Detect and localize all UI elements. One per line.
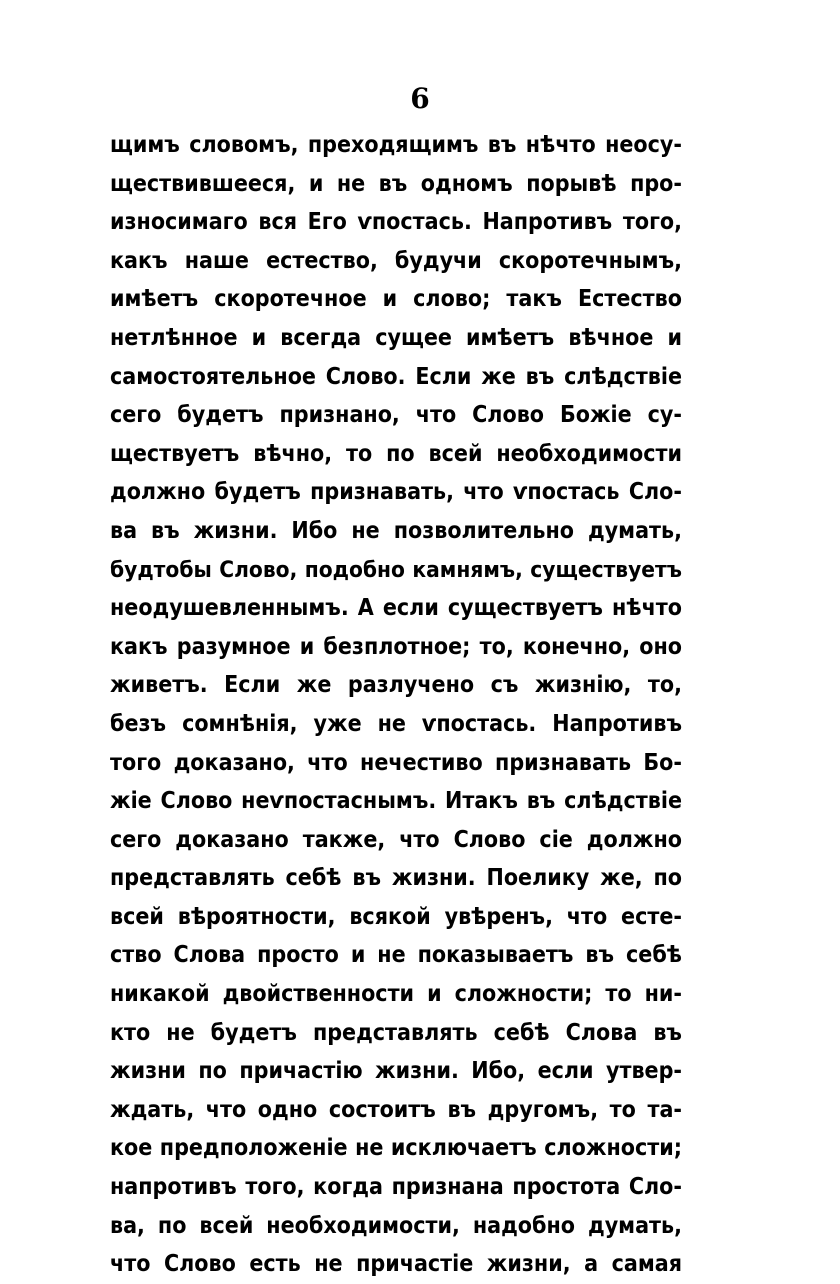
text-line: какъ разумное и безплотное; то, конечно, оно <box>110 633 682 660</box>
text-line: износимаго вся Его ѵпостась. Напротивъ того, <box>110 209 682 236</box>
text-line: какъ наше естество, будучи скоротечнымъ, <box>110 247 682 274</box>
text-line: нетлѣнное и всегда сущее имѣетъ вѣчное и <box>110 324 682 351</box>
text-line: жизни по причастію жизни. Ибо, если утвер- <box>110 1058 682 1085</box>
text-line: ществившееся, и не въ одномъ порывѣ про- <box>110 170 682 197</box>
text-line: безъ сомнѣнія, уже не ѵпостась. Напротивъ <box>110 710 682 737</box>
text-line: ство Слова просто и не показываетъ въ себѣ <box>110 942 682 969</box>
text-line: кое предположеніе не исключаетъ сложности; <box>110 1135 682 1162</box>
text-line: того доказано, что нечестиво признавать Бо- <box>110 749 682 776</box>
text-line: имѣетъ скоротечное и слово; такъ Естество <box>110 286 682 313</box>
text-line: всей вѣроятности, всякой увѣренъ, что есте- <box>110 903 682 930</box>
text-line: ва въ жизни. Ибо не позволительно думать, <box>110 517 682 544</box>
body-text <box>110 126 682 1284</box>
text-line: напротивъ того, когда признана простота Сло- <box>110 1174 682 1201</box>
text-line: будтобы Слово, подобно камнямъ, существуетъ <box>110 556 682 583</box>
text-line: сего доказано также, что Слово сіе должно <box>110 826 682 853</box>
text-line: кто не будетъ представлять себѣ Слова въ <box>110 1019 682 1046</box>
text-line: ждать, что одно состоитъ въ другомъ, то та- <box>110 1096 682 1123</box>
text-line: щимъ словомъ, преходящимъ въ нѣчто неосу- <box>110 132 682 158</box>
text-line: жіе Слово неѵпостаснымъ. Итакъ въ слѣдствіе <box>110 788 682 815</box>
page-number: 6 <box>410 82 430 115</box>
text-line: что Слово есть не причастіе жизни, а самая <box>110 1251 682 1278</box>
text-line: представлять себѣ въ жизни. Поелику же, по <box>110 865 682 892</box>
text-line: ществуетъ вѣчно, то по всей необходимости <box>110 440 682 467</box>
text-line: должно будетъ признавать, что ѵпостась Сло- <box>110 479 682 506</box>
text-line: самостоятельное Слово. Если же въ слѣдствіе <box>110 363 682 390</box>
text-line: живетъ. Если же разлучено съ жизнію, то, <box>110 672 682 699</box>
text-line: неодушевленнымъ. А если существуетъ нѣчто <box>110 595 682 622</box>
text-line: никакой двойственности и сложности; то ни- <box>110 981 682 1008</box>
text-line: сего будетъ признано, что Слово Божіе су- <box>110 402 682 429</box>
text-line: ва, по всей необходимости, надобно думать, <box>110 1212 682 1239</box>
